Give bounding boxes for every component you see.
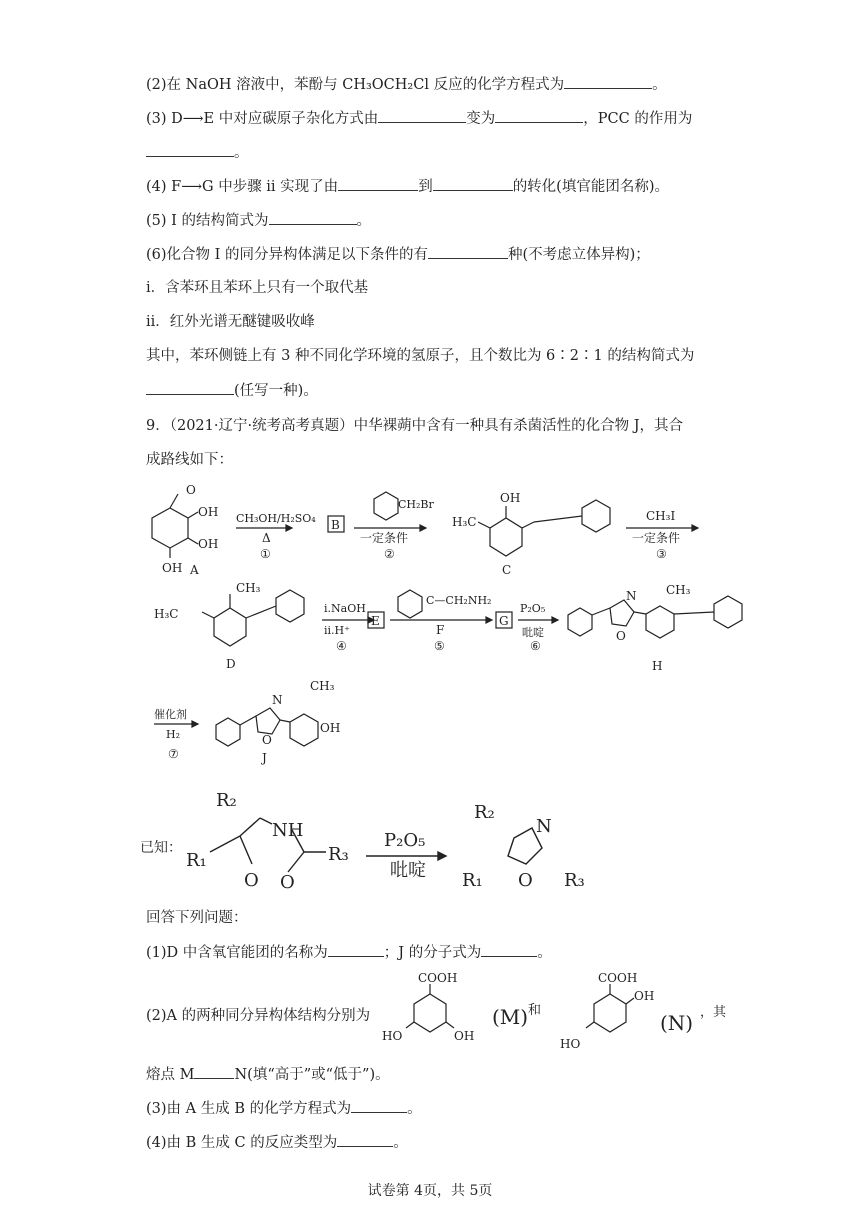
synthesis-scheme [140, 478, 760, 778]
label: CH₃ [236, 581, 261, 595]
label-G: G [499, 614, 509, 628]
answer-blank[interactable] [428, 244, 508, 259]
answer-2-cont [146, 1064, 390, 1085]
label-E: E [371, 614, 380, 628]
q3-text: (3) D⟶E 中对应碳原子杂化方式由 [146, 111, 379, 127]
cond3b: (任写一种)。 [234, 383, 318, 399]
label: OH [198, 537, 219, 551]
q3b: 。 [234, 145, 249, 161]
q2-end: 。 [652, 77, 667, 93]
answer-blank[interactable] [481, 942, 537, 957]
label: COOH [598, 971, 638, 985]
label: COOH [418, 971, 458, 985]
answer-blank[interactable] [328, 942, 384, 957]
answer-blank[interactable] [351, 1098, 407, 1113]
a1-mid: ；J 的分子式为 [383, 945, 482, 961]
step-3: ③ [656, 547, 667, 561]
a4-end: 。 [393, 1135, 408, 1151]
question-3-cont [146, 142, 249, 163]
answer-blank[interactable] [378, 108, 466, 123]
question-3 [146, 108, 692, 129]
label: C—CH₂NH₂ [426, 594, 492, 607]
q6-text: (6)化合物 I 的同分异构体满足以下条件的有 [146, 247, 428, 263]
a1-end: 。 [537, 945, 552, 961]
answer-blank[interactable] [269, 210, 357, 225]
a2b-end: N(填“高于”或“低于”)。 [234, 1067, 390, 1083]
reagent-6: P₂O₅ [520, 602, 546, 615]
q4-mid: 到 [418, 179, 433, 195]
question-5 [146, 210, 371, 231]
answer-blank[interactable] [194, 1064, 234, 1079]
question-2 [146, 74, 667, 95]
a4-text: (4)由 B 生成 C 的反应类型为 [146, 1135, 338, 1151]
answer-blank[interactable] [338, 176, 418, 191]
reagent-6b: 吡啶 [522, 626, 544, 639]
q2-text: (2)在 NaOH 溶液中，苯酚与 CH₃OCH₂Cl 反应的化学方程式为 [146, 77, 565, 93]
label-J: J [262, 751, 267, 765]
step-4: ④ [336, 639, 347, 653]
label: O [262, 733, 272, 747]
reagent: P₂O₅ [384, 830, 426, 851]
answer-2: (2)A 的两种同分异构体结构分别为 [146, 1008, 371, 1024]
label-N: (N) [660, 1011, 694, 1035]
condition: 吡啶 [390, 860, 426, 881]
reagent-4: i.NaOH [324, 602, 366, 615]
answer-blank[interactable] [146, 142, 234, 157]
label-H: H [652, 659, 663, 673]
label-B: B [331, 518, 340, 532]
label: H₃C [452, 515, 477, 529]
label: OH [454, 1029, 475, 1043]
condition-1: i．含苯环且苯环上只有一个取代基 [146, 280, 369, 296]
step-2: ② [384, 547, 395, 561]
q5-end: 。 [356, 213, 371, 229]
step-1: ① [260, 547, 271, 561]
r1: R₁ [186, 850, 207, 871]
a3-text: (3)由 A 生成 B 的化学方程式为 [146, 1101, 352, 1117]
question-6 [146, 244, 650, 265]
reagent-1: CH₃OH/H₂SO₄ [236, 512, 316, 525]
label: OH [198, 505, 219, 519]
question-9-title-2: 成路线如下： [146, 452, 233, 468]
label: CH₃ [666, 583, 691, 597]
reagent-3: CH₃I [646, 509, 676, 523]
reagent-4b: ii.H⁺ [324, 624, 350, 637]
q4-end: 的转化(填官能团名称)。 [512, 179, 670, 195]
question-9-title: 9．（2021·辽宁·统考高考真题）中华裸蒴中含有一种具有杀菌活性的化合物 J，其合 [146, 418, 684, 434]
answer-4 [146, 1132, 408, 1153]
label-D: D [226, 657, 236, 671]
label: HO [382, 1029, 403, 1043]
question-4 [146, 176, 669, 197]
label: HO [560, 1037, 581, 1051]
label: O [186, 483, 196, 497]
r1: R₁ [462, 870, 483, 891]
a3-end: 。 [407, 1101, 422, 1117]
q6-end: 种(不考虑立体异构)； [507, 247, 650, 263]
label: OH [320, 721, 341, 735]
step-6: ⑥ [530, 639, 541, 653]
q3-mid: 变为 [466, 111, 496, 127]
r2: R₂ [216, 790, 237, 811]
answer-blank[interactable] [433, 176, 513, 191]
answer-3 [146, 1098, 422, 1119]
q3-end: ，PCC 的作用为 [583, 111, 693, 127]
n: N [536, 816, 552, 837]
label: CH₂Br [398, 498, 434, 511]
label: OH [500, 491, 521, 505]
condition-3-cont [146, 380, 318, 401]
q5-text: (5) I 的结构简式为 [146, 213, 269, 229]
answer-1 [146, 942, 552, 963]
a2b-text: 熔点 M [146, 1067, 195, 1083]
page-footer: 试卷第 4页，共 5页 [367, 1183, 493, 1199]
label: N [272, 693, 283, 707]
label: OH [162, 561, 183, 575]
q4-text: (4) F⟶G 中步骤 ii 实现了由 [146, 179, 339, 195]
o: O [280, 872, 295, 893]
o: O [518, 870, 533, 891]
label-A: A [190, 563, 199, 577]
isomer-structures [370, 970, 727, 1056]
label: ，其 [700, 1005, 727, 1020]
known-reaction [140, 786, 620, 896]
reagent-5: F [436, 623, 445, 637]
answer-blank[interactable] [564, 74, 652, 89]
label: 和 [528, 1003, 542, 1018]
condition-2: ii．红外光谱无醚键吸收峰 [146, 314, 315, 330]
label-C: C [502, 563, 512, 577]
a1-text: (1)D 中含氧官能团的名称为 [146, 945, 328, 961]
nh: NH [272, 820, 304, 841]
reagent-1b: Δ [262, 531, 271, 545]
step-7: ⑦ [168, 747, 179, 761]
label-M: (M) [492, 1005, 529, 1029]
label: OH [634, 989, 655, 1003]
label: CH₃ [310, 679, 335, 693]
known-label: 已知： [140, 840, 182, 856]
label: O [616, 629, 626, 643]
reagent-2: 一定条件 [360, 531, 409, 545]
reagent-3b: 一定条件 [632, 531, 681, 545]
label: H₃C [154, 607, 179, 621]
reagent-7b: H₂ [166, 728, 181, 741]
answer-blank[interactable] [495, 108, 583, 123]
answer-blank[interactable] [146, 380, 234, 395]
answer-blank[interactable] [337, 1132, 393, 1147]
answer-heading: 回答下列问题： [146, 910, 248, 926]
step-5: ⑤ [434, 639, 445, 653]
r3: R₃ [564, 870, 585, 891]
o: O [244, 870, 259, 891]
reagent-7: 催化剂 [154, 708, 187, 721]
condition-3: 其中，苯环侧链上有 3 种不同化学环境的氢原子，且个数比为 6∶2∶1 的结构简式为 [146, 348, 695, 364]
r2: R₂ [474, 802, 495, 823]
label: N [626, 589, 637, 603]
r3: R₃ [328, 844, 349, 865]
